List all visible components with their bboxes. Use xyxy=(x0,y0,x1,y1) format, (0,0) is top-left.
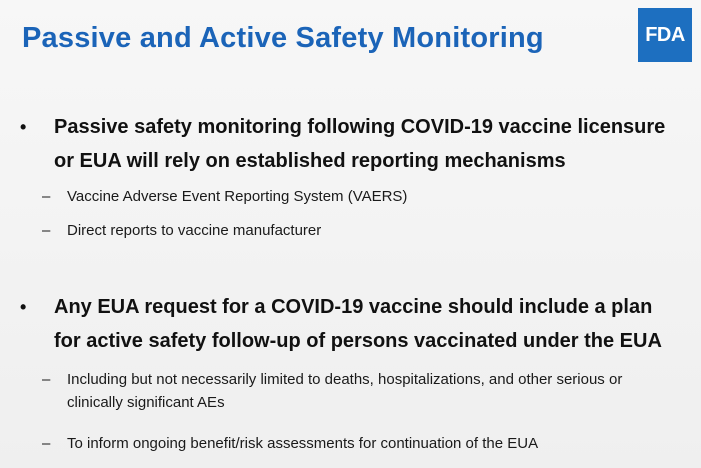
bullet-1-text: Passive safety monitoring following COVID-19 vaccine licensure or EUA will rely on established reporting mechanisms xyxy=(54,116,666,172)
dash-marker: – xyxy=(42,435,51,452)
bullet-2-sub-1-text: Including but not necessarily limited to deaths, hospitalizations, and other serious or clinically significant AEs xyxy=(67,371,623,411)
bullet-2 xyxy=(20,290,670,358)
bullet-marker: • xyxy=(20,117,27,137)
bullet-2-sub-2 xyxy=(42,432,682,455)
bullet-2-text: Any EUA request for a COVID-19 vaccine should include a plan for active safety follow-up of persons vaccinated under the EUA xyxy=(54,296,662,352)
dash-marker: – xyxy=(42,371,51,388)
slide-title: Passive and Active Safety Monitoring xyxy=(22,22,544,54)
dash-marker: – xyxy=(42,222,51,239)
bullet-1-sub-2 xyxy=(42,219,682,242)
fda-logo xyxy=(638,8,692,62)
bullet-1 xyxy=(20,110,670,178)
bullet-1-sub-2-text: Direct reports to vaccine manufacturer xyxy=(67,222,322,239)
bullet-2-sub-1 xyxy=(42,368,682,414)
bullet-2-sub-2-text: To inform ongoing benefit/risk assessments for continuation of the EUA xyxy=(67,435,539,452)
fda-logo-text: FDA xyxy=(645,23,685,46)
bullet-marker: • xyxy=(20,297,27,317)
bullet-1-sub-1 xyxy=(42,185,682,208)
dash-marker: – xyxy=(42,188,51,205)
bullet-1-sub-1-text: Vaccine Adverse Event Reporting System (VAERS) xyxy=(67,188,408,205)
